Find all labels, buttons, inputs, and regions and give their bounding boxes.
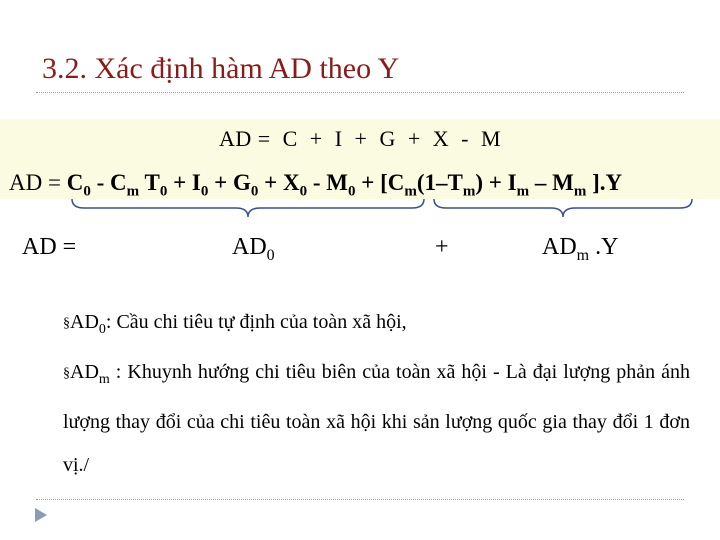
eq2-sub: 0 [299, 183, 308, 200]
eq2-term: ) + I [475, 170, 517, 195]
play-triangle-icon[interactable] [34, 507, 48, 523]
eq2-term: M [326, 170, 348, 195]
eq2-op: - [90, 170, 110, 195]
bullet-marker-icon: § [63, 366, 70, 381]
eq2-term: [C [380, 170, 405, 195]
bullet-label: AD [70, 361, 99, 383]
eq2-op: + [258, 170, 283, 195]
bullet-ad0 [63, 312, 407, 337]
equation-aggregate-demand: AD = C + I + G + X - M [218, 126, 502, 151]
adm-tail: .Y [589, 234, 619, 260]
slide-title: 3.2. Xác định hàm AD theo Y [42, 52, 400, 85]
group-ad0 [232, 234, 275, 265]
eq2-sub: m [573, 183, 587, 200]
footer-divider [36, 499, 684, 500]
eq2-sub: m [404, 183, 417, 200]
eq2-term: G [232, 170, 251, 195]
group-lhs: AD = [22, 234, 77, 260]
eq2-sub: 0 [250, 183, 259, 200]
brace-induced [432, 197, 694, 219]
eq2-sub: m [126, 183, 140, 200]
ad0-label: AD [232, 234, 267, 260]
eq2-lhs: AD = [9, 170, 67, 195]
equation-expanded [9, 170, 622, 201]
bullet-sub: m [98, 372, 110, 387]
bullet-label: AD [70, 311, 99, 333]
eq2-sub: 0 [200, 183, 209, 200]
bullet-sub: 0 [98, 322, 106, 337]
eq2-term: C [66, 170, 84, 195]
eq2-term: ].Y [586, 170, 623, 195]
eq2-op: - [307, 170, 327, 195]
eq2-op: + [167, 170, 192, 195]
eq2-op: + [208, 170, 233, 195]
eq2-sub: m [462, 183, 476, 200]
eq2-sub: 0 [348, 183, 356, 200]
eq2-sub: 0 [83, 183, 91, 200]
eq2-sub: m [516, 183, 530, 200]
eq2-term: C [110, 170, 127, 195]
brace-autonomous [70, 197, 426, 219]
bullet-text: : Khuynh hướng chi tiêu biên của toàn xã hội - Là đại lượng phản ánh lượng thay đổi của chi tiêu toàn xã hội khi sản lượng quốc gia thay đổi 1 đơn vị./ [63, 361, 690, 476]
eq2-op: + [355, 170, 381, 195]
adm-sub: m [576, 246, 590, 264]
eq2-sub: 0 [159, 183, 168, 200]
title-divider [36, 92, 684, 93]
bullet-marker-icon: § [63, 316, 70, 331]
eq2-term: (1–T [416, 170, 463, 195]
bullet-text: : Cầu chi tiêu tự định của toàn xã hội, [105, 311, 407, 333]
eq2-term: I [191, 170, 201, 195]
group-adm [542, 234, 618, 265]
bullet-adm [63, 351, 690, 487]
eq2-term: T [139, 170, 160, 195]
adm-label: AD [542, 234, 577, 260]
ad0-sub: 0 [266, 246, 275, 264]
group-plus: + [435, 234, 449, 260]
eq2-term: X [282, 170, 300, 195]
eq2-term: – M [529, 170, 574, 195]
